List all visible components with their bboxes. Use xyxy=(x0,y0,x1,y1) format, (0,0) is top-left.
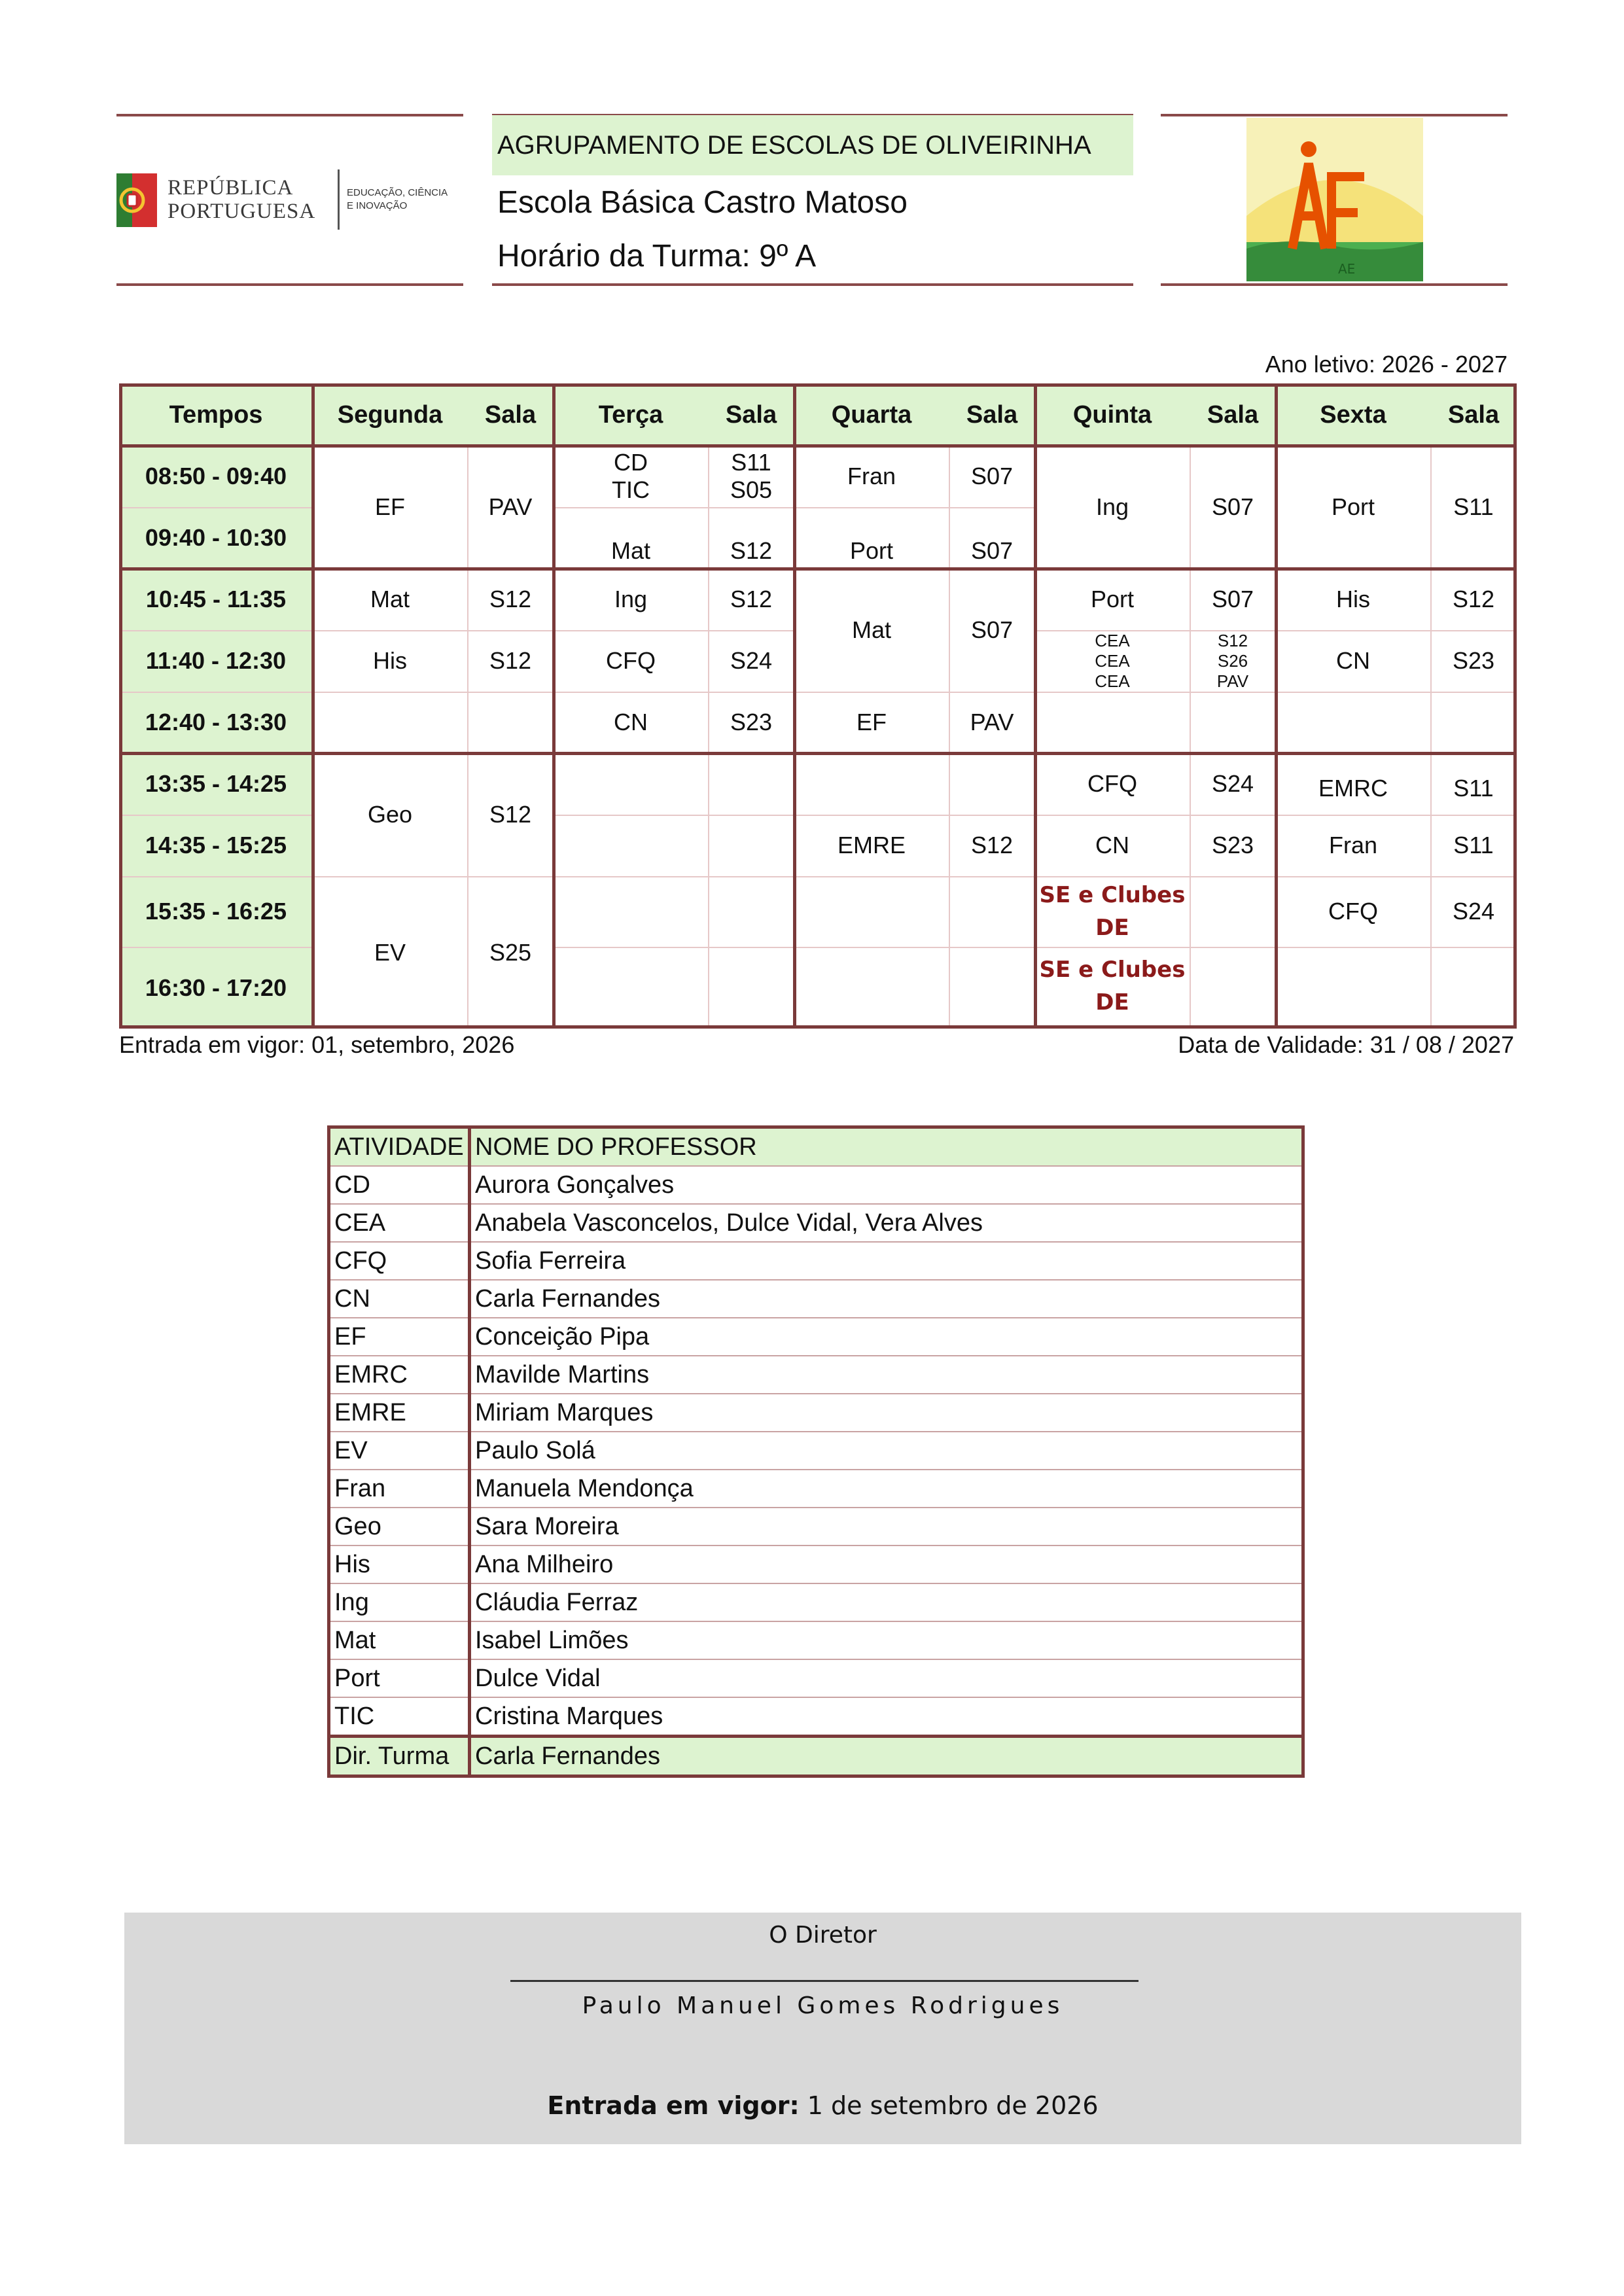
room-cell: S23 xyxy=(1211,832,1254,858)
room-cell: S23 xyxy=(1452,647,1495,674)
room-cell: S11 xyxy=(1453,832,1494,858)
grid-line xyxy=(1276,947,1517,948)
frame-line xyxy=(119,383,1517,387)
teacher-cell: Mavilde Martins xyxy=(470,1356,1303,1394)
activity-cell: EMRE xyxy=(329,1394,470,1432)
teacher-cell: Aurora Gonçalves xyxy=(470,1166,1303,1204)
class-cell: EF xyxy=(374,493,405,520)
column-header: ATIVIDADE xyxy=(329,1127,470,1167)
clubs-label: SE e Clubes xyxy=(1039,957,1186,983)
time-slot: 13:35 - 14:25 xyxy=(119,753,313,815)
header-sala: Sala xyxy=(708,383,794,446)
grid-line xyxy=(119,692,313,693)
teacher-cell: Paulo Solá xyxy=(470,1432,1303,1470)
grid-line xyxy=(119,947,313,948)
director-title: O Diretor xyxy=(769,1922,877,1949)
grid-line xyxy=(1276,692,1517,693)
teacher-cell: Cristina Marques xyxy=(470,1697,1303,1737)
room-cell: S12 xyxy=(730,586,773,612)
column-header: NOME DO PROFESSOR xyxy=(470,1127,1303,1167)
class-subject: CEA xyxy=(1095,650,1130,671)
frame-line xyxy=(119,383,122,1029)
table-row xyxy=(329,1394,1303,1432)
grid-line xyxy=(554,815,794,816)
room-cell: S12 xyxy=(730,537,773,564)
date-value: 1 de setembro de 2026 xyxy=(807,2091,1099,2120)
school-year: Ano letivo: 2026 - 2027 xyxy=(1265,351,1508,378)
logo-letters: AE xyxy=(1338,261,1356,277)
teacher-cell: Sofia Ferreira xyxy=(470,1242,1303,1280)
room-cell: S12 xyxy=(489,647,532,674)
activity-cell: His xyxy=(329,1545,470,1583)
header-quinta: Quinta xyxy=(1035,383,1190,446)
class-cell: Geo xyxy=(367,801,413,828)
teacher-cell: Miriam Marques xyxy=(470,1394,1303,1432)
class-cell: CN xyxy=(1336,647,1370,674)
class-subject: TIC xyxy=(612,476,650,503)
table-row xyxy=(329,1621,1303,1659)
time-slot: 08:50 - 09:40 xyxy=(119,446,313,507)
activity-cell: Ing xyxy=(329,1583,470,1621)
room-cell: S25 xyxy=(489,938,532,966)
time-slot: 10:45 - 11:35 xyxy=(119,569,313,630)
room-cell: PAV xyxy=(488,493,533,520)
school-logo xyxy=(1246,118,1423,281)
clubs-cell xyxy=(1035,876,1190,947)
activity-cell: CN xyxy=(329,1280,470,1318)
header-tempos: Tempos xyxy=(119,383,313,446)
room-cell: S07 xyxy=(970,537,1014,564)
room-cell: S12 xyxy=(489,586,532,612)
time-slot: 16:30 - 17:20 xyxy=(119,947,313,1029)
table-row xyxy=(329,1697,1303,1737)
class-cell: Mat xyxy=(610,537,650,564)
class-cell: CFQ xyxy=(606,647,656,674)
class-subject: CEA xyxy=(1095,630,1130,650)
school-name: Escola Básica Castro Matoso xyxy=(497,185,908,220)
activity-cell: Fran xyxy=(329,1470,470,1508)
time-slot: 12:40 - 13:30 xyxy=(119,692,313,753)
class-cell: Mat xyxy=(370,586,410,612)
teacher-cell: Conceição Pipa xyxy=(470,1318,1303,1356)
activity-cell: TIC xyxy=(329,1697,470,1737)
room-cell: S07 xyxy=(970,463,1014,489)
room-cell xyxy=(1190,630,1276,692)
government-logo xyxy=(116,167,463,232)
signature-line xyxy=(510,1980,1139,1982)
grid-line xyxy=(119,630,313,631)
room-cell: S23 xyxy=(730,709,773,735)
class-cell: Fran xyxy=(847,463,896,489)
ministry-line2: E INOVAÇÃO xyxy=(347,200,408,211)
table-row xyxy=(329,1318,1303,1356)
room-code: S11 xyxy=(731,449,771,476)
grid-line xyxy=(554,876,794,877)
room-cell: PAV xyxy=(970,709,1014,735)
class-cell: Ing xyxy=(1095,493,1129,520)
activity-cell: EF xyxy=(329,1318,470,1356)
table-header-row xyxy=(329,1127,1303,1167)
table-row xyxy=(329,1204,1303,1242)
class-subject: CD xyxy=(614,449,648,476)
table-row xyxy=(329,1659,1303,1697)
time-slot: 09:40 - 10:30 xyxy=(119,507,313,569)
table-row xyxy=(329,1545,1303,1583)
gov-name-line1: REPÚBLICA xyxy=(168,176,294,200)
portugal-flag-icon xyxy=(116,173,157,227)
clubs-label: DE xyxy=(1095,989,1129,1016)
room-cell: S12 xyxy=(1452,586,1495,612)
room-cell: S24 xyxy=(1452,898,1495,925)
grid-line xyxy=(1035,692,1276,693)
grid-line xyxy=(119,876,313,877)
class-cell: His xyxy=(373,647,407,674)
room-cell: S12 xyxy=(970,832,1014,858)
header-sexta: Sexta xyxy=(1276,383,1430,446)
activity-cell: EV xyxy=(329,1432,470,1470)
class-cell: EMRE xyxy=(837,832,906,858)
class-cell: CFQ xyxy=(1087,770,1137,797)
table-row xyxy=(329,1508,1303,1545)
activity-cell: EMRC xyxy=(329,1356,470,1394)
class-cell: EMRC xyxy=(1318,775,1388,802)
room-cell xyxy=(708,446,794,507)
class-subject: CEA xyxy=(1095,671,1130,691)
time-slot: 11:40 - 12:30 xyxy=(119,630,313,692)
header-sala: Sala xyxy=(949,383,1035,446)
header-rule xyxy=(1161,114,1508,116)
class-title: Horário da Turma: 9º A xyxy=(497,239,817,274)
ministry-line1: EDUCAÇÃO, CIÊNCIA xyxy=(347,187,448,198)
teacher-cell: Cláudia Ferraz xyxy=(470,1583,1303,1621)
header-rule xyxy=(492,283,1133,286)
activity-cell: Mat xyxy=(329,1621,470,1659)
class-cell: Port xyxy=(1090,586,1135,612)
header-sala: Sala xyxy=(467,383,554,446)
room-code: S05 xyxy=(730,476,773,503)
director-signature-block xyxy=(124,1913,1521,2144)
activity-cell: Port xyxy=(329,1659,470,1697)
effective-date: Entrada em vigor: 01, setembro, 2026 xyxy=(119,1031,515,1058)
gov-divider xyxy=(338,169,340,230)
grid-line xyxy=(794,876,1035,877)
class-cell: CFQ xyxy=(1328,898,1378,925)
director-row xyxy=(329,1737,1303,1776)
room-code: S12 xyxy=(1217,630,1248,650)
teacher-cell: Sara Moreira xyxy=(470,1508,1303,1545)
teacher-cell: Anabela Vasconcelos, Dulce Vidal, Vera Alves xyxy=(470,1204,1303,1242)
table-row xyxy=(329,1242,1303,1280)
activity-cell: Geo xyxy=(329,1508,470,1545)
room-cell: S24 xyxy=(1211,770,1254,797)
class-cell: CN xyxy=(614,709,648,735)
class-cell xyxy=(554,446,708,507)
grid-line xyxy=(119,507,313,508)
grid-line xyxy=(119,815,313,816)
header-terca: Terça xyxy=(554,383,708,446)
table-row xyxy=(329,1470,1303,1508)
clubs-cell xyxy=(1035,947,1190,1025)
room-cell: S12 xyxy=(489,801,532,828)
activity-cell: CD xyxy=(329,1166,470,1204)
table-row xyxy=(329,1280,1303,1318)
date-label: Entrada em vigor: xyxy=(547,2091,800,2120)
teacher-cell: Manuela Mendonça xyxy=(470,1470,1303,1508)
teachers-table xyxy=(327,1125,1305,1778)
room-cell: S24 xyxy=(730,647,773,674)
table-row xyxy=(329,1583,1303,1621)
header-sala: Sala xyxy=(1430,383,1517,446)
room-cell: S11 xyxy=(1453,775,1494,802)
class-cell: Mat xyxy=(851,616,891,643)
class-cell: EF xyxy=(856,709,887,735)
timetable xyxy=(119,383,1517,1029)
header-rule xyxy=(1161,283,1508,286)
header-quarta: Quarta xyxy=(794,383,949,446)
class-cell xyxy=(1035,630,1190,692)
header-rule xyxy=(116,283,463,286)
activity-cell: CFQ xyxy=(329,1242,470,1280)
class-cell: His xyxy=(1336,586,1370,612)
teacher-cell: Isabel Limões xyxy=(470,1621,1303,1659)
teacher-cell: Ana Milheiro xyxy=(470,1545,1303,1583)
teacher-cell: Carla Fernandes xyxy=(470,1737,1303,1776)
header-segunda: Segunda xyxy=(313,383,467,446)
gov-name-line2: PORTUGUESA xyxy=(168,200,316,223)
class-cell: Fran xyxy=(1328,832,1378,858)
clubs-label: DE xyxy=(1095,915,1129,941)
agrupamento-title: AGRUPAMENTO DE ESCOLAS DE OLIVEIRINHA xyxy=(492,115,1133,175)
school-header xyxy=(492,115,1133,282)
table-row xyxy=(329,1166,1303,1204)
grid-line xyxy=(794,947,1035,948)
room-code: S26 xyxy=(1217,650,1248,671)
class-cell: Port xyxy=(1331,493,1375,520)
activity-cell: CEA xyxy=(329,1204,470,1242)
room-cell: S07 xyxy=(1211,586,1254,612)
grid-line xyxy=(313,692,554,693)
header-rule xyxy=(116,114,463,116)
table-row xyxy=(329,1356,1303,1394)
table-row xyxy=(329,1432,1303,1470)
time-slot: 15:35 - 16:25 xyxy=(119,876,313,947)
room-cell: S11 xyxy=(1453,493,1494,520)
activity-cell: Dir. Turma xyxy=(329,1737,470,1776)
clubs-label: SE e Clubes xyxy=(1039,882,1186,908)
director-effective-date xyxy=(124,2089,1521,2122)
director-name: Paulo Manuel Gomes Rodrigues xyxy=(582,1992,1064,2019)
teacher-cell: Dulce Vidal xyxy=(470,1659,1303,1697)
grid-line xyxy=(554,947,794,948)
room-cell: S07 xyxy=(1211,493,1254,520)
class-cell: Port xyxy=(849,537,894,564)
header-sala: Sala xyxy=(1190,383,1276,446)
class-cell: Ing xyxy=(614,586,648,612)
class-cell: CN xyxy=(1095,832,1129,858)
time-slot: 14:35 - 15:25 xyxy=(119,815,313,876)
room-code: PAV xyxy=(1216,671,1249,691)
teacher-cell: Carla Fernandes xyxy=(470,1280,1303,1318)
room-cell: S07 xyxy=(970,616,1014,643)
validity-date: Data de Validade: 31 / 08 / 2027 xyxy=(1178,1031,1514,1058)
class-cell: EV xyxy=(374,938,406,966)
